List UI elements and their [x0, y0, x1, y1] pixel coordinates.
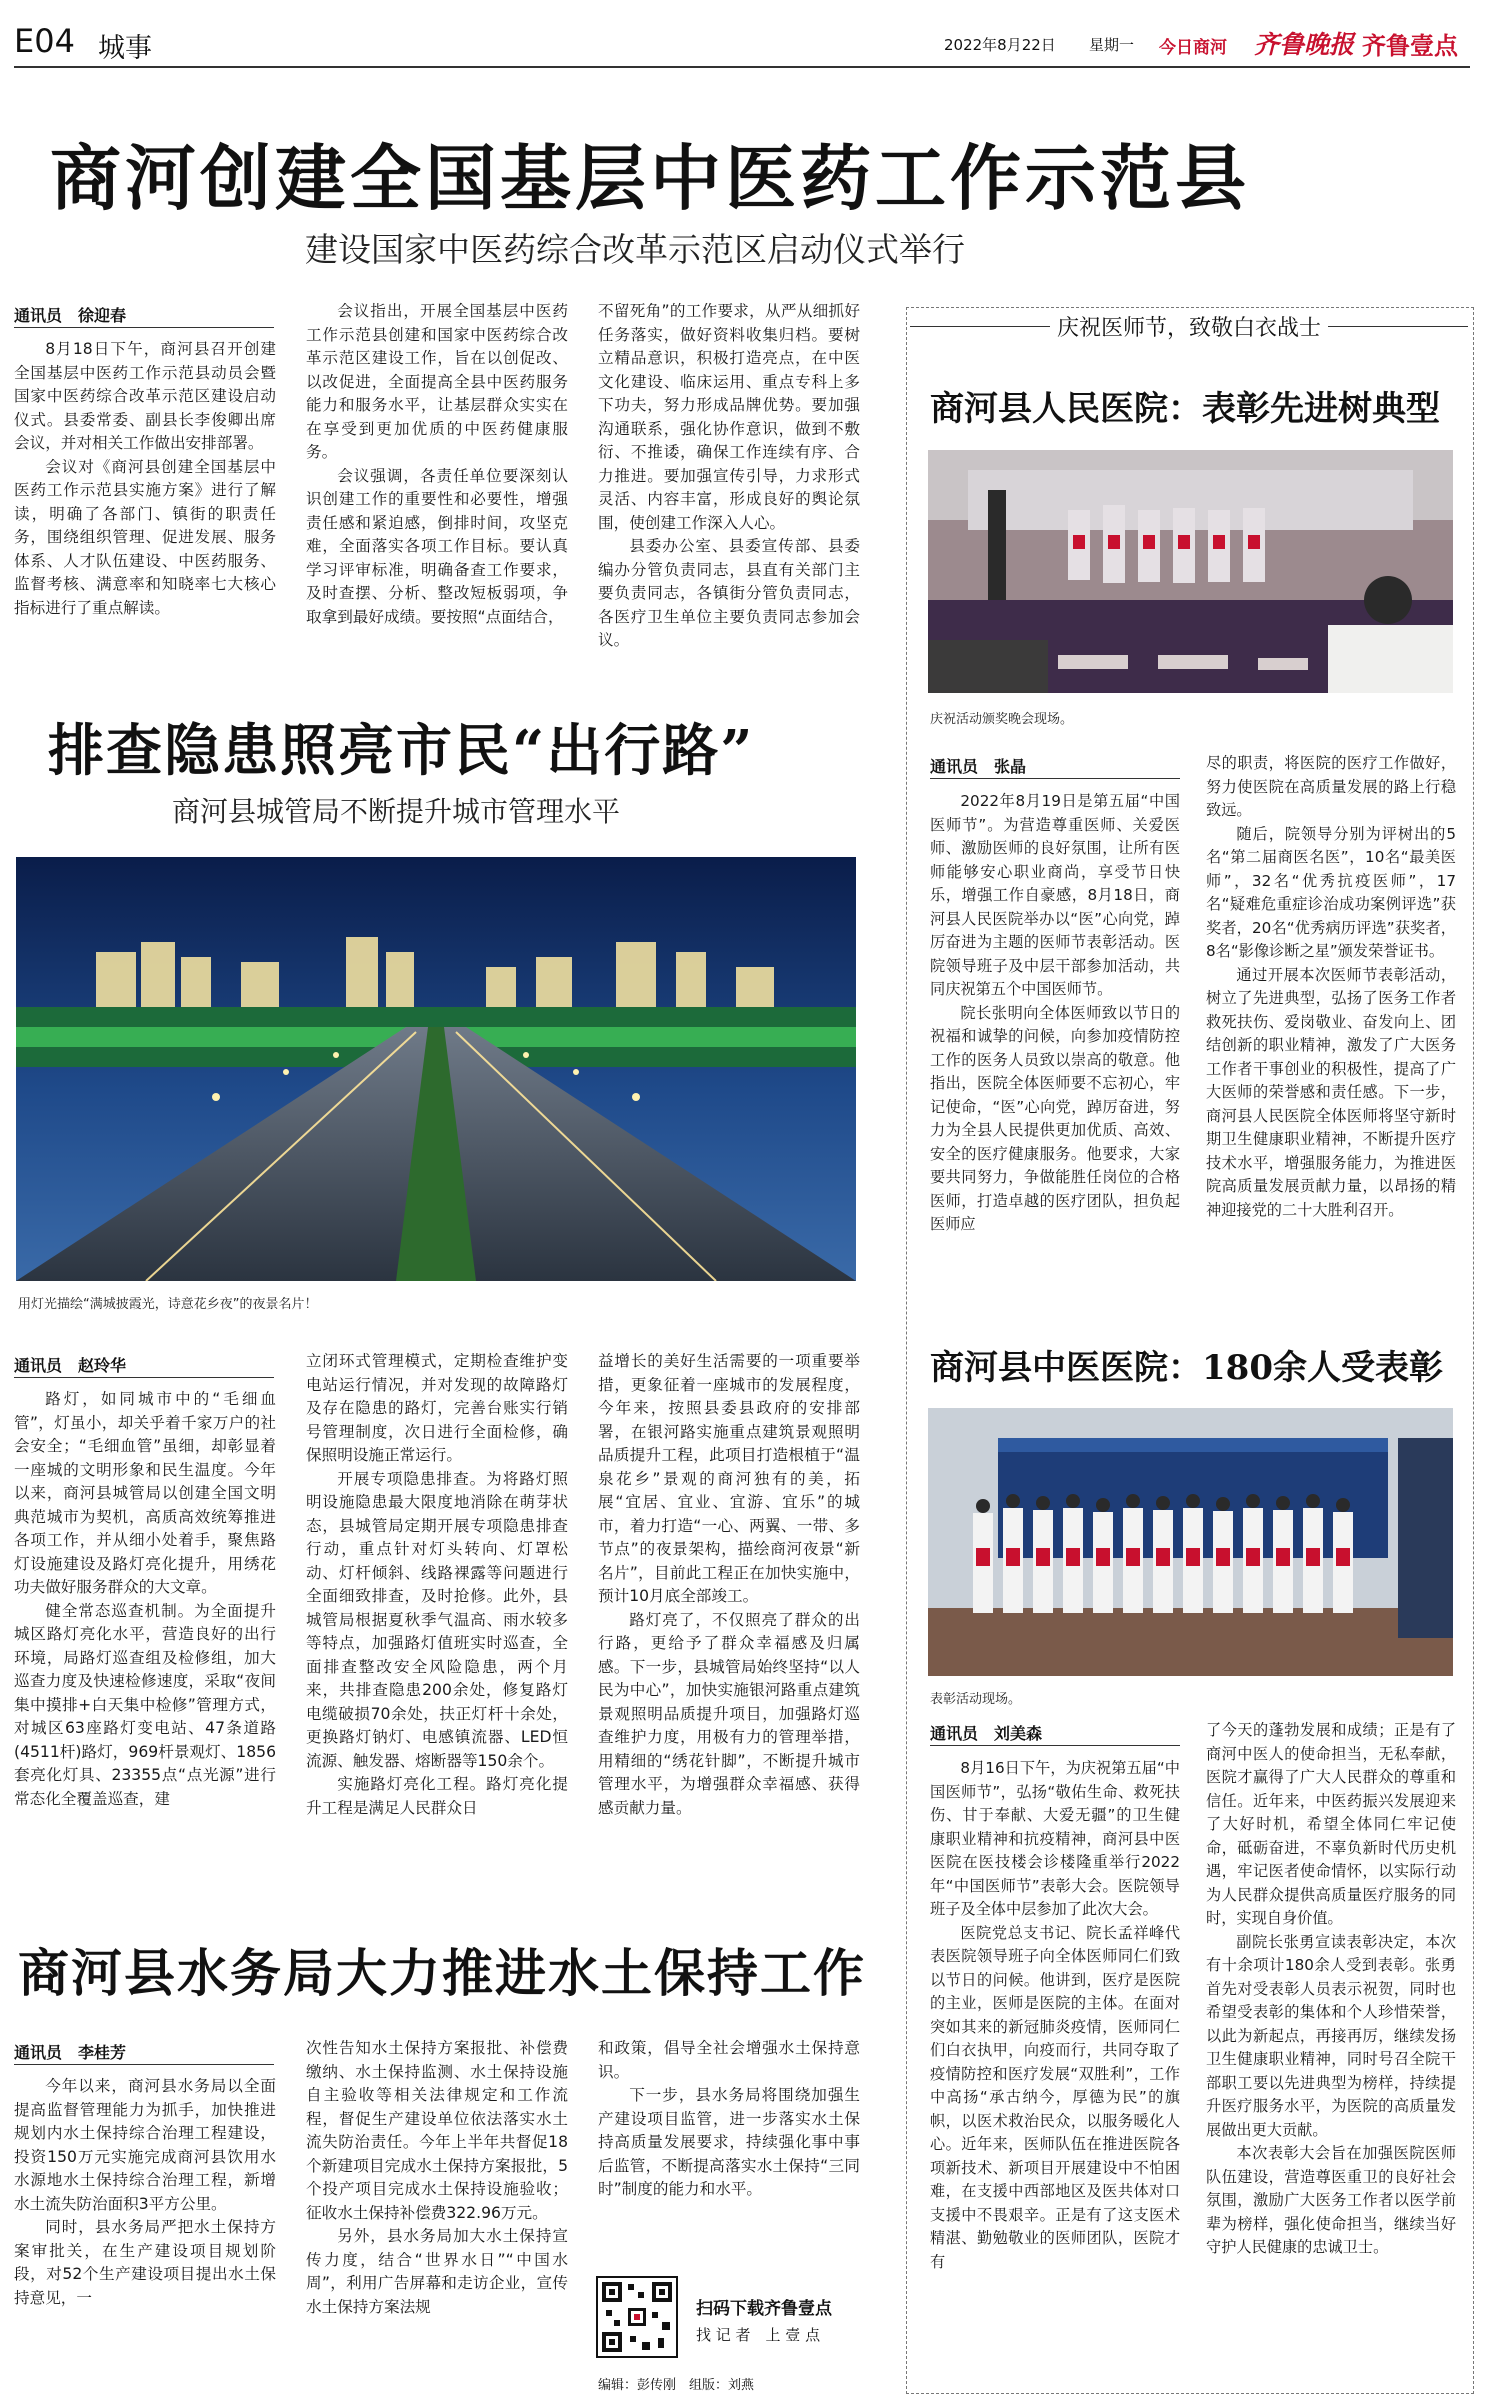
article2-photo-caption: 用灯光描绘“满城披霞光，诗意花乡夜”的夜景名片！	[18, 1297, 318, 1312]
qr-subtitle: 找 记 者 上 壹 点	[696, 2326, 821, 2344]
paragraph: 实施路灯亮化工程。路灯亮化提升工程是满足人民群众日	[306, 1775, 568, 1817]
article3-byline-rule	[14, 2064, 274, 2065]
article3-col2	[306, 2037, 568, 2387]
article3-col2-text	[306, 2037, 568, 2319]
paragraph: 随后，院领导分别为评树出的5名“第二届商医名医”，10名“最美医师”，32名“优秀抗疫医师”，17名“疑难危重症诊治成功案例评选”获奖者，20名“优秀病历评选”获奖者，8名“影像诊断之星”颁发荣誉证书。	[1206, 824, 1456, 960]
issue-date: 2022年8月22日	[944, 36, 1056, 54]
article3-col1	[14, 2075, 276, 2387]
header-rule	[14, 66, 1470, 68]
paragraph: 院长张明向全体医师致以节日的祝福和诚挚的问候，向参加疫情防控工作的医务人员致以崇高的敬意。他指出，医院全体医师要不忘初心，牢记使命，“医”心向党，踔厉奋进，努力为全县人民提供更加优质、高效、安全的医疗健康服务。他要求，大家要共同努力，争做能胜任岗位的合格医师，打造卓越的医疗团队，担负起医师应	[930, 1003, 1180, 1233]
paragraph: 医院党总支书记、院长孟祥峰代表医院领导班子向全体医师同仁们致以节日的问候。他讲到，医疗是医院的主业，医师是医院的主体。在面对突如其来的新冠肺炎疫情，医师同仁们白衣执甲，向疫而行，共同夺取了疫情防控和医疗发展“双胜利”，工作中高扬“承古纳今，厚德为民”的旗帜，以医术救治民众，以服务暖化人心。近年来，医师队伍在推进医院各项新技术、新项目开展建设中不怕困难，在支援中西部地区及医共体对口支援中不畏艰辛。正是有了这支医术精湛、勤勉敬业的医师团队，医院才有	[930, 1923, 1180, 2271]
paragraph: 会议强调，各责任单位要深刻认识创建工作的重要性和必要性，增强责任感和紧迫感，倒排时间，攻坚克难，全面落实各项工作目标。要认真学习评审标准，明确备查工作要求，及时查摆、分析、整改短板弱项，争取拿到最好成绩。要按照“点面结合，	[306, 466, 568, 626]
story1-photo-caption: 庆祝活动颁奖晚会现场。	[930, 712, 1074, 727]
story2-col1-text	[930, 1757, 1180, 2274]
story2-col1	[930, 1757, 1180, 2379]
article2-byline-rule	[14, 1377, 274, 1378]
story2-col2	[1206, 1719, 1456, 2379]
paragraph: 和政策，倡导全社会增强水土保持意识。	[598, 2039, 860, 2081]
paragraph: 今年以来，商河县水务局以全面提高监督管理能力为抓手，加快推进规划内水土保持综合治理工程建设，投资150万元实施完成商河县饮用水水源地水土保持综合治理工程，新增水土流失防治面积3平方公里。	[14, 2077, 276, 2213]
article3-byline: 通讯员 李桂芳	[14, 2043, 127, 2062]
paragraph: 健全常态巡查机制。为全面提升城区路灯亮化水平，营造良好的出行环境，局路灯巡查组及检修组，加大巡查力度及快速检修速度，采取“夜间集中摸排+白天集中检修”管理方式，对城区63座路灯变电站、47条道路(4511杆)路灯，969杆景观灯、1856套亮化灯具、23355点“点光源”进行常态化全覆盖巡查，建	[14, 1601, 276, 1808]
article3-col3-text	[598, 2037, 860, 2202]
byline-rule	[14, 327, 274, 328]
story2-byline: 通讯员 刘美森	[930, 1724, 1043, 1743]
article1-title: 商河创建全国基层中医药工作示范县	[50, 136, 1251, 220]
story1-col1-text	[930, 790, 1180, 1237]
article2-col1-text	[14, 1388, 276, 1811]
article1-col1-text	[14, 338, 276, 620]
paragraph: 另外，县水务局加大水土保持宣传力度，结合“世界水日”“中国水周”，利用广告屏幕和走访企业，宣传水土保持方案法规	[306, 2227, 568, 2316]
article2-col3	[598, 1350, 860, 1870]
paragraph: 会议对《商河县创建全国基层中医药工作示范县实施方案》进行了解读，明确了各部门、镇街的职责任务，围绕组织管理、促进发展、服务体系、人才队伍建设、中医药服务、监督考核、满意率和知晓率七大核心指标进行了重点解读。	[14, 457, 276, 617]
article1-col1	[14, 338, 276, 678]
editor-credits: 编辑：彭传刚 组版：刘燕	[598, 2378, 755, 2393]
article1-byline: 通讯员 徐迎春	[14, 306, 127, 325]
edition-name: 今日商河	[1159, 38, 1227, 58]
paragraph: 县委办公室、县委宣传部、县委编办分管负责同志，县直有关部门主要负责同志，各镇街分管负责同志，各医疗卫生单位主要负责同志参加会议。	[598, 537, 860, 649]
night-road-photo	[16, 857, 856, 1281]
paragraph: 副院长张勇宣读表彰决定，本次有十余项计180余人受到表彰。张勇首先对受表彰人员表示祝贺，同时也希望受表彰的集体和个人珍惜荣誉，以此为新起点，再接再厉，继续发扬卫生健康职业精神，同时号召全院干部职工要以先进典型为榜样，持续提升医疗服务水平，为医院的高质量发展做出更大贡献。	[1206, 1932, 1456, 2139]
paragraph: 次性告知水土保持方案报批、补偿费缴纳、水土保持监测、水土保持设施自主验收等相关法律规定和工作流程，督促生产建设单位依法落实水土流失防治责任。今年上半年共督促18个新建项目完成水土保持方案报批，5个投产项目完成水土保持设施验收；征收水土保持补偿费322.96万元。	[306, 2039, 568, 2222]
article2-col3-text	[598, 1350, 860, 1820]
story2-title: 商河县中医医院：180余人受表彰	[930, 1348, 1443, 1388]
paragraph: 本次表彰大会旨在加强医院医师队伍建设，营造尊医重卫的良好社会氛围，激励广大医务工作者以医学前辈为榜样，强化使命担当，继续当好守护人民健康的忠诚卫士。	[1206, 2144, 1456, 2256]
brand-logo: 齐鲁壹点	[1362, 32, 1458, 60]
article2-title: 排查隐患照亮市民“出行路”	[48, 718, 755, 784]
article1-col3-text	[598, 300, 860, 653]
article3-col3	[598, 2037, 860, 2262]
paper-logo: 齐鲁晚报	[1254, 30, 1355, 59]
story1-byline-rule	[930, 778, 1180, 779]
article1-col2	[306, 300, 568, 678]
paragraph: 不留死角”的工作要求，从严从细抓好任务落实，做好资料收集归档。要树立精品意识，积极打造亮点，在中医文化建设、临床运用、重点专科上多下功夫，努力形成品牌优势。要加强沟通联系，强化协作意识，做到不敷衍、不推诿，确保工作连续有序、合力推进。要加强宣传引导，力求形式灵活、内容丰富，形成良好的舆论氛围，使创建工作深入人心。	[598, 302, 860, 532]
commendation-photo	[928, 1408, 1453, 1676]
article1-col2-text	[306, 300, 568, 629]
article3-col1-text	[14, 2075, 276, 2310]
paragraph: 同时，县水务局严把水土保持方案审批关，在生产建设项目规划阶段，对52个生产建设项目提出水土保持意见，一	[14, 2218, 276, 2307]
paragraph: 8月18日下午，商河县召开创建全国基层中医药工作示范县动员会暨国家中医药综合改革示范区建设启动仪式。县委常委、副县长李俊卿出席会议，并对相关工作做出安排部署。	[14, 340, 276, 452]
article3-title: 商河县水务局大力推进水土保持工作	[18, 1944, 867, 2004]
article2-subtitle: 商河县城管局不断提升城市管理水平	[172, 795, 621, 828]
paragraph: 路灯亮了，不仅照亮了群众的出行路，更给予了群众幸福感及归属感。下一步，县城管局始终坚持“以人民为中心”，加快实施银河路重点建筑景观照明品质提升项目，加强路灯巡查维护力度，用极有力的管理举措，用精细的“绣花针脚”，不断提升城市管理水平，为增强群众幸福感、获得感贡献力量。	[598, 1610, 860, 1817]
section-name: 城事	[98, 33, 152, 64]
article2-col2-text	[306, 1350, 568, 1820]
paragraph: 尽的职责，将医院的医疗工作做好，努力使医院在高质量发展的路上行稳致远。	[1206, 754, 1456, 819]
article2-col2	[306, 1350, 568, 1870]
story1-title: 商河县人民医院：表彰先进树典型	[930, 389, 1440, 429]
qr-title: 扫码下载齐鲁壹点	[696, 2299, 832, 2319]
sidebar-banner-text: 庆祝医师节，致敬白衣战士	[1047, 316, 1331, 341]
paragraph: 8月16日下午，为庆祝第五届“中国医师节”，弘扬“敬佑生命、救死扶伤、甘于奉献、大爱无疆”的卫生健康职业精神和抗疫精神，商河县中医医院在医技楼会诊楼隆重举行2022年“中国医师节”表彰大会。医院领导班子及全体中层参加了此次大会。	[930, 1759, 1180, 1918]
story1-col1	[930, 790, 1180, 1286]
paragraph: 通过开展本次医师节表彰活动，树立了先进典型，弘扬了医务工作者救死扶伤、爱岗敬业、奋发向上、团结创新的职业精神，激发了广大医务工作者干事创业的积极性，提高了广大医师的荣誉感和责任感。下一步，商河县人民医院全体医师将坚守新时期卫生健康职业精神，不断提升医疗技术水平，增强服务能力，为推进医院高质量发展贡献力量，以昂扬的精神迎接党的二十大胜利召开。	[1206, 965, 1456, 1219]
story2-photo-caption: 表彰活动现场。	[930, 1692, 1022, 1707]
article2-byline: 通讯员 赵玲华	[14, 1356, 127, 1375]
paragraph: 路灯，如同城市中的“毛细血管”，灯虽小，却关乎着千家万户的社会安全；“毛细血管”虽细，却彰显着一座城的文明形象和民生温度。今年以来，商河县城管局以创建全国文明典范城市为契机，高质高效统筹推进各项工作，并从细小处着手，聚焦路灯设施建设及路灯亮化提升，用绣花功夫做好服务群众的大文章。	[14, 1390, 276, 1596]
paragraph: 会议指出，开展全国基层中医药工作示范县创建和国家中医药综合改革示范区建设工作，旨在以创促改、以改促进，全面提高全县中医药服务能力和服务水平，让基层群众实实在在享受到更加优质的中医药健康服务。	[306, 302, 568, 461]
story2-col2-text	[1206, 1719, 1456, 2260]
awards-ceremony-photo	[928, 450, 1453, 693]
story1-col2	[1206, 752, 1456, 1286]
paragraph: 益增长的美好生活需要的一项重要举措，更象征着一座城市的发展程度，今年来，按照县委县政府的安排部署，在银河路实施重点建筑景观照明品质提升工程，此项目打造根植于“温泉花乡”景观的商河独有的美，拓展“宜居、宜业、宜游、宜乐”的城市，着力打造“一心、两翼、一带、多节点”的夜景架构，描绘商河夜景“新名片”，目前此工程正在加快实施中，预计10月底全部竣工。	[598, 1352, 860, 1605]
story1-col2-text	[1206, 752, 1456, 1222]
page-header	[14, 20, 1470, 64]
qr-code[interactable]	[596, 2276, 678, 2358]
paragraph: 2022年8月19日是第五届“中国医师节”。为营造尊重医师、关爱医师、激励医师的良好氛围，让所有医师能够安心职业商尚，享受节日快乐，增强工作自豪感，8月18日，商河县人民医院举办以“医”心向党，踔厉奋进为主题的医师节表彰活动。医院领导班子及中层干部参加活动，共同庆祝第五个中国医师节。	[930, 792, 1180, 998]
paragraph: 下一步，县水务局将围绕加强生产建设项目监管，进一步落实水土保持高质量发展要求，持续强化事中事后监管，不断提高落实水土保持“三同时”制度的能力和水平。	[598, 2086, 860, 2198]
article1-col3	[598, 300, 860, 678]
story1-byline: 通讯员 张晶	[930, 757, 1027, 776]
article2-col1	[14, 1388, 276, 1870]
story2-byline-rule	[930, 1745, 1180, 1746]
page-code: E04	[14, 22, 75, 60]
article1-subtitle: 建设国家中医药综合改革示范区启动仪式举行	[305, 230, 965, 269]
paragraph: 开展专项隐患排查。为将路灯照明设施隐患最大限度地消除在萌芽状态，县城管局定期开展专项隐患排查行动，重点针对灯头转向、灯罩松动、灯杆倾斜、线路裸露等问题进行全面细致排查，及时抢修。此外，县城管局根据夏秋季气温高、雨水较多等特点，加强路灯值班实时巡查，全面排查整改安全风险隐患，两个月来，共排查隐患200余处，修复路灯电缆破损70余处，扶正灯杆十余处，更换路灯钠灯、电感镇流器、LED恒流源、触发器、熔断器等150余个。	[306, 1469, 568, 1770]
paragraph: 立闭环式管理模式，定期检查维护变电站运行情况，并对发现的故障路灯及存在隐患的路灯，完善台账实行销号管理制度，次日进行全面检修，确保照明设施正常运行。	[306, 1352, 568, 1464]
banner-rule	[910, 326, 1050, 327]
paragraph: 了今天的蓬勃发展和成绩；正是有了商河中医人的使命担当，无私奉献，医院才赢得了广大人民群众的尊重和信任。近年来，中医药振兴发展迎来了大好时机，希望全体同仁牢记使命，砥砺奋进，不辜负新时代历史机遇，牢记医者使命情怀，以实际行动为人民群众提供高质量医疗服务的同时，实现自身价值。	[1206, 1721, 1456, 1927]
qr-promo	[596, 2272, 862, 2372]
issue-weekday: 星期一	[1089, 36, 1135, 54]
banner-rule-right	[1328, 326, 1468, 327]
